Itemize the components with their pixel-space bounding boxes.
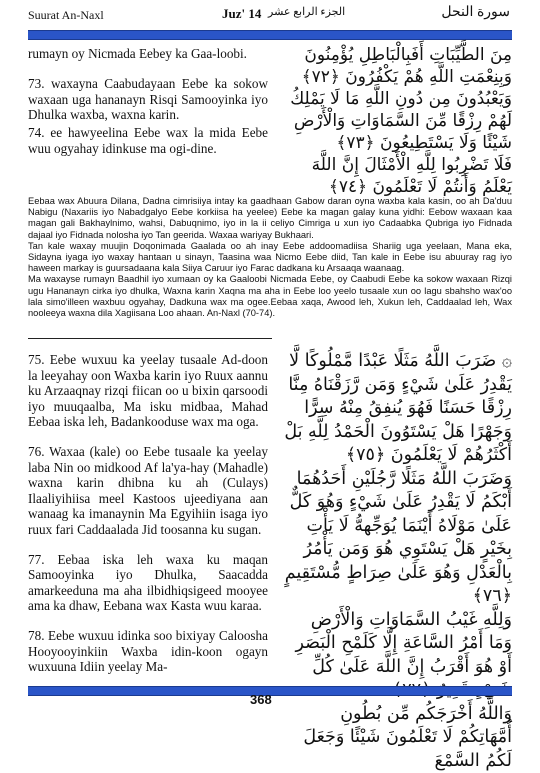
- commentary-block: [28, 196, 512, 319]
- commentary-paragraph-1: Eebaa wax Abuura Dilana, Dadna cimrisiiya intay ka gaadhaan Gabow daran oyna waxba kala kasin, oo ah Da'duu Nabigu (Naxariis iyo Nabadgalyo Eebe korkiisa ha yeelee) Eebe ka magan galay kuna yidhi: Eebow waxaan kaa magan gali Bakhaylnimo, wahsi, Dabuqnimo, iyo in la ii celiyo Cimriga u xun iyo Cadaabka Qubriga iyo Fidnada dajaal iyo Fidnada nolosha iyo Tan geerida. Waxaa wariyay Bukhaari.: [28, 196, 512, 241]
- top-left-column: [28, 46, 268, 157]
- arabic-verse-72: مِنَ الطَّيِّبَاتِ أَفَبِالْبَاطِلِ يُؤْمِنُونَ وَبِنِعْمَتِ اللَّهِ هُمْ يَكْفُرُونَ ﴿٧٢﴾: [284, 44, 512, 88]
- section-divider: [28, 338, 272, 339]
- arabic-verse-74: فَلَا تَضْرِبُوا لِلَّهِ الْأَمْثَالَ إِنَّ اللَّهَ يَعْلَمُ وَأَنتُمْ لَا تَعْلَمُونَ ﴿٧٤﴾: [284, 154, 512, 198]
- verse-75-translation: 75. Eebe wuxuu ka yeelay tusaale Ad-doon la leeyahay oon Waxba karin iyo Ruux aannu ku Arzaaqnay rizqi fiican oo u bixin qarsoodi iyo muuqaalba, Ma isku midbaa, Mahad Eebaa iska leh, Badankooduse wax ma oga.: [28, 352, 268, 430]
- arabic-verse-75: ۞ ضَرَبَ اللَّهُ مَثَلًا عَبْدًا مَّمْلُوكًا لَّا يَقْدِرُ عَلَىٰ شَيْءٍ وَمَن رَّزَقْنَاهُ مِنَّا رِزْقًا حَسَنًا فَهُوَ يُنفِقُ مِنْهُ سِرًّا وَجَهْرًا هَلْ يَسْتَوُونَ الْحَمْدُ لِلَّهِ بَلْ أَكْثَرُهُمْ لَا يَعْلَمُونَ ﴿٧٥﴾: [284, 350, 512, 468]
- arabic-verse-73: وَيَعْبُدُونَ مِن دُونِ اللَّهِ مَا لَا يَمْلِكُ لَهُمْ رِزْقًا مِّنَ السَّمَاوَاتِ وَالْأَرْضِ شَيْئًا وَلَا يَسْتَطِيعُونَ ﴿٧٣﴾: [284, 88, 512, 154]
- top-arabic-column: [284, 44, 512, 198]
- juz-label: Juz' 14: [222, 6, 261, 22]
- commentary-paragraph-3: Ma waxayse rumayn Baadhil iyo xumaan oy ka Gaaloobi Nicmada Eebe, oy Caabudi Eebe ka sokow waxaan Rizqi ugu Hananayn cirka iyo dhulka, Waxna karin Xaqna ma aha in Eebe loo yeelo tusaale xun oo lagu sbahsho wax'oo lala simo'illeen waxbuu ogyahay, Dadkuna wax ma ogee.Eebaa xaqa, Awood leh, Xukun leh, Caddaalad leh, Wax nooleeya waxna dila Xagiisana Loo ahaan. An-Naxl (70-74).: [28, 274, 512, 319]
- arabic-verse-76: وَضَرَبَ اللَّهُ مَثَلًا رَّجُلَيْنِ أَحَدُهُمَا أَبْكَمُ لَا يَقْدِرُ عَلَىٰ شَيْءٍ وَهُوَ كَلٌّ عَلَىٰ مَوْلَاهُ أَيْنَمَا يُوَجِّههُّ لَا يَأْتِ بِخَيْرٍ هَلْ يَسْتَوِي هُوَ وَمَن يَأْمُرُ بِالْعَدْلِ وَهُوَ عَلَىٰ صِرَاطٍ مُّسْتَقِيمٍ ﴿٧٦﴾: [284, 468, 512, 609]
- verse-77-translation: 77. Eebaa iska leh waxa ku maqan Samooyinka iyo Dhulka, Saacadda amarkeeduna ma aha ilbidhiqsigeed mooyee ama ka dhaw, Eebana wax Kasta wuu karaa.: [28, 552, 268, 614]
- surah-name-latin: Suurat An-Naxl: [28, 8, 104, 23]
- arabic-verse-78: وَاللَّهُ أَخْرَجَكُم مِّن بُطُونِ أُمَّهَاتِكُمْ لَا تَعْلَمُونَ شَيْئًا وَجَعَلَ لَكُمُ السَّمْعَ: [284, 703, 512, 773]
- bottom-left-column: [28, 352, 268, 675]
- arabic-verse-77: وَلِلَّهِ غَيْبُ السَّمَاوَاتِ وَالْأَرْضِ وَمَا أَمْرُ السَّاعَةِ إِلَّا كَلَمْحِ الْبَصَرِ أَوْ هُوَ أَقْرَبُ إِنَّ اللَّهَ عَلَىٰ كُلِّ: [284, 609, 512, 703]
- page-number: 368: [250, 692, 272, 707]
- commentary-paragraph-2: Tan kale waxay muujin Doqonimada Gaalada oo ah inay Eebe addoomadiisa Shariig uga yeelaan, Mana eka, Sidayna iyaga iyo waxay hantaan u sinayn, Taasina waa Nicmo Eebe diid, Tan kale in Eebe isu abuuray rag iyo haween markay is guursadaana kala Siiya Caruur iyo Farac dadkana ku Arsaaqa waanaag.: [28, 241, 512, 275]
- verse-76-translation: 76. Waxaa (kale) oo Eebe tusaale ka yeelay laba Nin oo midkood Af la'ya-hay (Mahadle) waxna karin dhibna ku ah (Culays) Ilaaliyihiisa meel Kastoos ujeediyana aan wanaag ka imanaynin Ma Egyihiin isaga iyo ruux fari Caddaalada Jid toosanna ku sugan.: [28, 444, 268, 538]
- top-decorative-band: [28, 30, 512, 40]
- verse-78-translation: 78. Eebe wuxuu idinka soo bixiyay Caloosha Hooyooyinkiin Waxba idin-koon ogayn wuxuuna Idiin yeelay Ma-: [28, 628, 268, 675]
- carryover-text: rumayn oy Nicmada Eebey ka Gaa-loobi.: [28, 46, 268, 62]
- bottom-arabic-column: [284, 350, 512, 773]
- juz-label-arabic: الجزء الرابع عشر: [268, 5, 345, 18]
- verse-73-translation: 73. waxayna Caabudayaan Eebe ka sokow waxaan uga hananayn Risqi Samooyinka iyo Dhulka waxba, waxna karin.: [28, 76, 268, 123]
- surah-name-arabic: سورة النحل: [441, 4, 510, 21]
- verse-74-translation: 74. ee hawyeelina Eebe wax la mida Eebe wuu ogyahay idinkuse ma ogi-dine.: [28, 125, 268, 157]
